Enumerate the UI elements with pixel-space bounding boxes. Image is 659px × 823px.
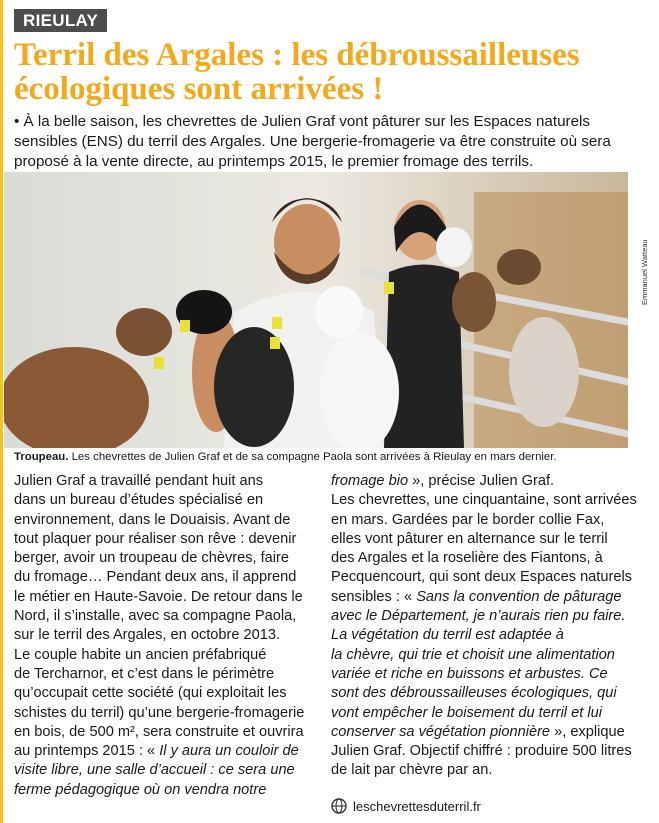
body-text: sensibles : «: [331, 588, 417, 605]
chapo-line-3: proposé à la vente directe, au printemps 2015, le premier fromage des terrils.: [14, 153, 534, 170]
body-line: Les chevrettes, une cinquantaine, sont arrivées: [331, 492, 637, 509]
quote-line: avec le Département, je n’aurais rien pu faire.: [331, 608, 626, 625]
body-column-right: [331, 472, 636, 781]
body-line: dans un bureau d’études spécialisé en: [14, 492, 264, 509]
quote-text: Sans la convention de pâturage: [416, 588, 622, 605]
chapo: [14, 112, 646, 172]
body-line: Julien Graf a travaillé pendant huit ans: [14, 473, 264, 489]
caption-text: Les chevrettes de Julien Graf et de sa compagne Paola sont arrivées à Rieulay en mars dernier.: [68, 451, 557, 463]
body-line: berger, avoir un troupeau de chèvres, faire: [14, 550, 290, 567]
headline-line-1: Terril des Argales : les débroussailleuses: [14, 37, 580, 73]
body-line: [331, 588, 636, 607]
body-line: des Argales et la roselière des Fiantons, à: [331, 550, 603, 567]
body-line: Julien Graf. Objectif chiffré : produire 500 litres: [331, 743, 632, 760]
quote-line: la chèvre, qui trie et choisit une alimentation: [331, 646, 615, 663]
website-link[interactable]: [331, 797, 481, 815]
body-line: [331, 472, 636, 491]
headline: [14, 38, 644, 106]
body-text: au printemps 2015 : «: [14, 743, 160, 760]
photo-caption: [14, 450, 644, 465]
chapo-line-1: • À la belle saison, les chevrettes de Julien Graf vont pâturer sur les Espaces naturels: [14, 113, 590, 130]
body-line: Pecquencourt, qui sont deux Espaces naturels: [331, 569, 632, 586]
body-line: [331, 723, 636, 742]
quote-text: Il y aura un couloir de: [159, 743, 299, 760]
accent-rule: [0, 0, 3, 823]
website-link-text: leschevrettesduterril.fr: [353, 798, 481, 814]
body-line: du fromage… Pendant deux ans, il apprend: [14, 569, 297, 586]
body-column-left: [14, 472, 310, 800]
body-line: tout plaquer pour réaliser son rêve : devenir: [14, 530, 297, 547]
quote-line: La végétation du terril est adaptée à: [331, 627, 564, 644]
body-line: [14, 742, 310, 761]
quote-line: variée et riche en buissons et arbustes. Ce: [331, 665, 608, 682]
photo-credit: Emmanuel Watteau: [640, 239, 649, 305]
caption-lead: Troupeau.: [14, 451, 69, 463]
headline-line-2: écologiques sont arrivées !: [14, 71, 384, 107]
quote-text: conserver sa végétation pionnière: [331, 723, 551, 740]
body-line: Le couple habite un ancien préfabriqué: [14, 646, 267, 663]
body-line: schistes du terril) qu’une bergerie-fromagerie: [14, 704, 305, 721]
quote-text: fromage bio: [331, 473, 409, 489]
quote-line: visite libre, une salle d’accueil : ce sera une: [14, 762, 295, 779]
body-line: de Tercharnor, et c’est dans le périmètre: [14, 665, 275, 682]
quote-line: vont empêcher le boisement du terril et lui: [331, 704, 602, 721]
body-text: », explique: [550, 723, 625, 740]
quote-line: ferme pédagogique où on vendra notre: [14, 781, 267, 798]
body-line: en mars. Gardées par le border collie Fax,: [331, 511, 605, 528]
photo-herd: [4, 172, 628, 448]
chapo-line-2: sensibles (ENS) du terril des Argales. Une bergerie-fromagerie va être construite où sera: [14, 133, 611, 150]
body-line: de lait par chèvre par an.: [331, 762, 493, 779]
body-right-paragraph: [331, 472, 636, 781]
globe-icon: [331, 798, 347, 814]
body-line: qu’occupait cette société (qui exploitait les: [14, 685, 287, 702]
body-line: environnement, dans le Douaisis. Avant de: [14, 511, 291, 528]
section-tag: RIEULAY: [14, 9, 107, 32]
body-line: Nord, il s’installe, avec sa compagne Paola,: [14, 608, 297, 625]
body-line: sur le terril des Argales, en octobre 2013.: [14, 627, 281, 644]
body-line: elles vont pâturer en alternance sur le terril: [331, 530, 608, 547]
body-left-paragraph: [14, 472, 310, 800]
body-text: », précise Julien Graf.: [408, 473, 555, 489]
photo-illustration: [4, 172, 628, 448]
body-line: en bois, de 500 m², sera construite et ouvrira: [14, 723, 304, 740]
body-line: le métier en Haute-Savoie. De retour dans le: [14, 588, 303, 605]
quote-line: sont des débroussailleuses écologiques, qui: [331, 685, 617, 702]
